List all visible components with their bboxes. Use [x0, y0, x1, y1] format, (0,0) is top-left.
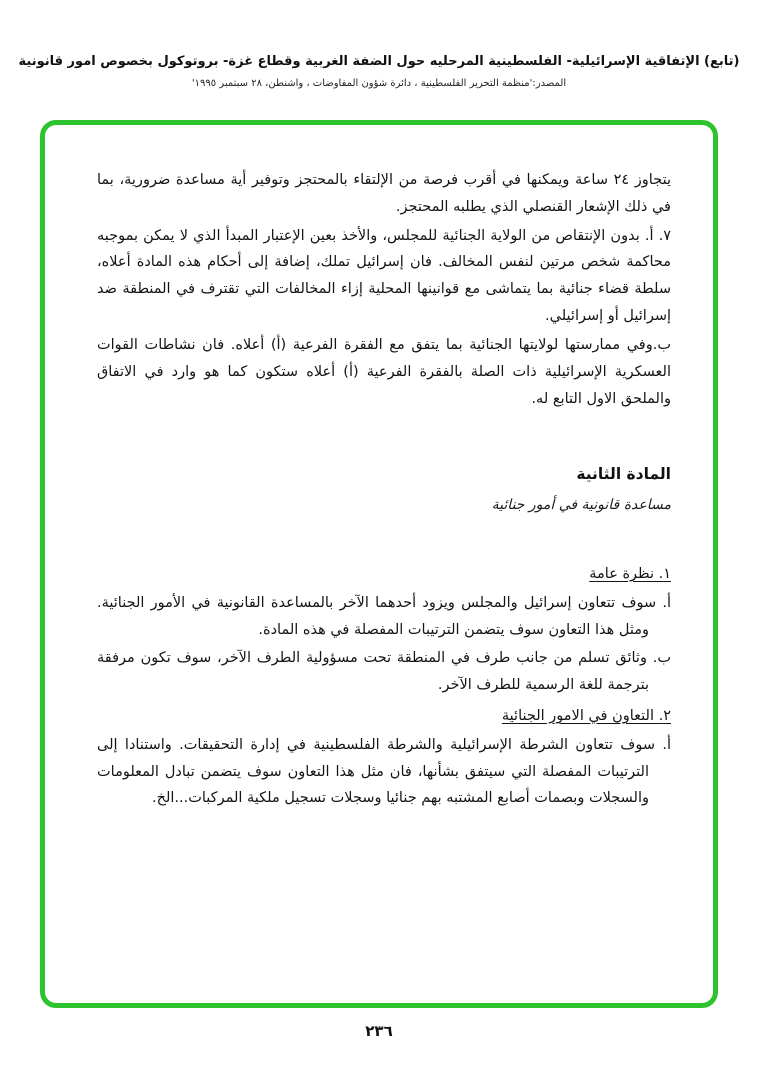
section-1-heading: ١. نظرة عامة	[589, 565, 671, 582]
article-two-heading: المادة الثانية	[576, 465, 671, 484]
document-title: (تابع) الإتفاقية الإسرائيلية- الفلسطينية المرحليه حول الضفة الغربية وقطاع غزة- بروتوكول بخصوص امور قانونية	[18, 54, 740, 69]
page-number: ٢٣٦	[365, 1022, 393, 1040]
source-attribution: المصدر:'منظمة التحرير الفلسطينية ، دائرة شؤون المفاوضات ، واشنطن، ٢٨ سبتمبر ١٩٩٥'	[191, 77, 567, 89]
article-two-subtitle: مساعدة قانونية في أمور جنائية	[491, 496, 671, 513]
section-2-heading: ٢. التعاون في الامور الجنائية	[501, 707, 671, 724]
clause-7b: ب.وفي ممارستها لولايتها الجنائية بما يتفق مع الفقرة الفرعية (أ) أعلاه. فان نشاطات القوات العسكرية الإسرائيلية ذات الصلة بالفقرة الفرعية (أ) أعلاه ستكون كما هو وارد في الاتفاق والملحق الاول التابع له.	[97, 336, 671, 407]
section-1-item-b: ب. وثائق تسلم من جانب طرف في المنطقة تحت مسؤولية الطرف الآخر، سوف تكون مرفقة بترجمة للغة الرسمية للطرف الآخر.	[97, 650, 671, 694]
section-1-item-a: أ. سوف تتعاون إسرائيل والمجلس ويزود أحدهما الآخر بالمساعدة القانونية في الأمور الجنائية. ومثل هذا التعاون سوف يتضمن الترتيبات المفصلة في هذه المادة.	[97, 594, 671, 638]
clause-7a: ٧. أ. بدون الإنتقاص من الولاية الجنائية للمجلس، والأخذ بعين الإعتبار المبدأ الذي لا يمكن بموجبه محاكمة شخص مرتين لنفس المخالف. فان إسرائيل تملك، إضافة إلى أحكام هذه المادة أعلاه، سلطة قضاء جنائية بما يتماشى مع قوانينها المحلية إزاء المخالفات التي تقترف في المنطقة ضد إسرائيل أو إسرائيلي.	[97, 227, 671, 325]
green-content-frame	[40, 120, 718, 1008]
section-2-item-a: أ. سوف تتعاون الشرطة الإسرائيلية والشرطة الفلسطينية في إدارة التحقيقات. واستنادا إلى الترتيبات المفصلة التي سيتفق بشأنها، فان مثل هذا التعاون سوف يتضمن تبادل المعلومات والسجلات وبصمات أصابع المشتبه بهم جنائيا وسجلات تسجيل ملكية المركبات...الخ.	[97, 736, 671, 807]
paragraph-continuation: يتجاوز ٢٤ ساعة ويمكنها في أقرب فرصة من الإلتقاء بالمحتجز وتوفير أية مساعدة ضرورية، بما في ذلك الإشعار القنصلي الذي يطلبه المحتجز.	[97, 172, 671, 215]
document-body	[97, 167, 671, 812]
